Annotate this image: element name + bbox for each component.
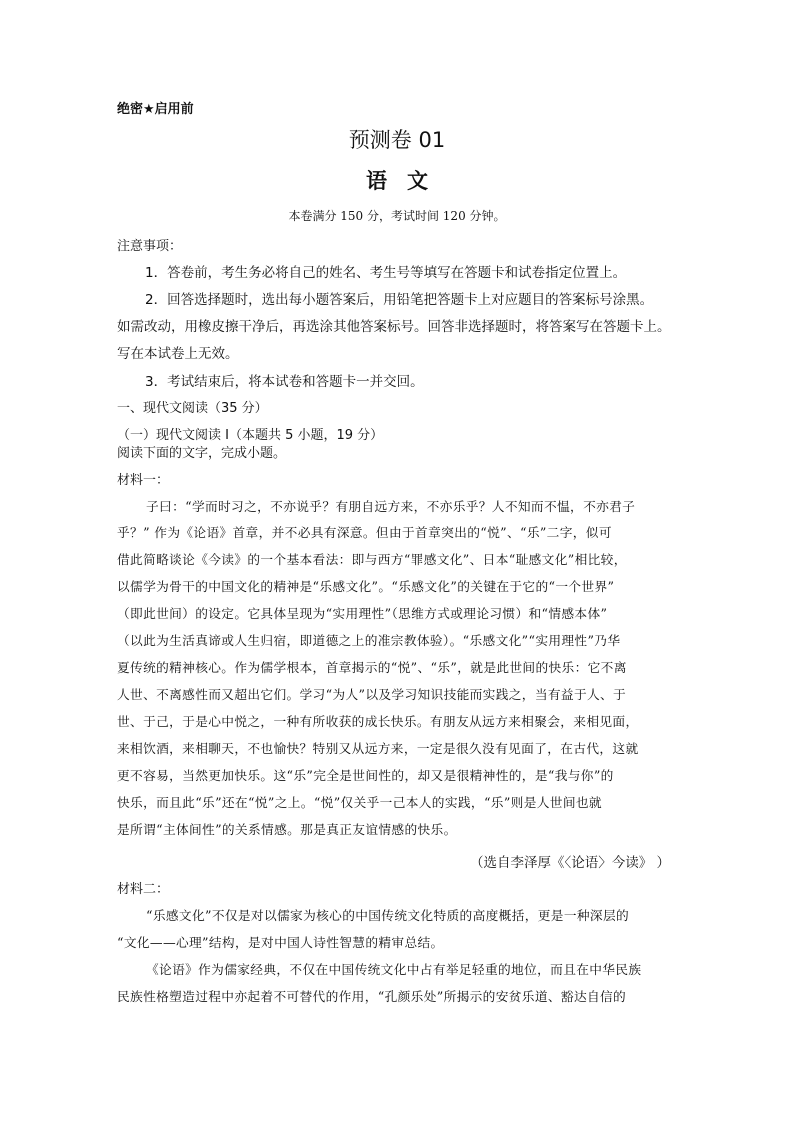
notice-line: 1．答卷前，考生务必将自己的姓名、考生号等填写在答题卡和试卷指定位置上。 xyxy=(145,265,627,281)
confidential-mark: 绝密★启用前 xyxy=(117,102,194,117)
material1-line: 来相饮酒，来相聊天，不也愉快？特别又从远方来，一定是很久没有见面了，在古代，这就 xyxy=(117,741,639,756)
instruction-text: 阅读下面的文字，完成小题。 xyxy=(117,446,287,461)
notice-line: 3．考试结束后，将本试卷和答题卡一并交回。 xyxy=(145,374,424,390)
notice-line: 2．回答选择题时，选出每小题答案后，用铅笔把答题卡上对应题目的答案标号涂黑。 xyxy=(145,292,654,308)
material1-line: 快乐，而且此“乐”还在“悦”之上。“悦”仅关乎一己本人的实践，“乐”则是人世间也就 xyxy=(117,795,602,810)
notice-heading: 注意事项： xyxy=(117,239,183,254)
material1-source: （选自李泽厚《〈论语〉今读》 ） xyxy=(469,855,670,871)
material1-line: 更不容易，当然更加快乐。这“乐”完全是世间性的，却又是很精神性的，是“我与你”的 xyxy=(117,768,614,783)
section-heading: 一、现代文阅读（35 分） xyxy=(117,401,268,416)
material1-label: 材料一： xyxy=(117,473,170,488)
material1-line: 是所谓“主体间性”的关系情感。那是真正友谊情感的快乐。 xyxy=(117,822,457,837)
material1-line: 人世、不离感性而又超出它们。学习“为人”以及学习知识技能而实践之，当有益于人、于 xyxy=(117,687,627,702)
material1-line: 乎？” 作为《论语》首章，并不必具有深意。但由于首章突出的“悦”、“乐”二字，似可 xyxy=(117,525,612,540)
material1-line: 夏传统的精神核心。作为儒学根本，首章揭示的“悦”、“乐”，就是此世间的快乐：它不离 xyxy=(117,660,627,675)
material2-line: 民族性格塑造过程中亦起着不可替代的作用，“孔颜乐处”所揭示的安贫乐道、豁达自信的 xyxy=(117,989,627,1004)
material2-label: 材料二： xyxy=(117,882,170,897)
material1-line: （即此世间）的设定。它具体呈现为“实用理性”（思维方式或理论习惯）和“情感本体” xyxy=(117,606,608,621)
material1-line: 借此简略谈论《今读》的一个基本看法：即与西方“罪感文化”、日本“耻感文化”相比较， xyxy=(117,552,627,567)
notice-line: 写在本试卷上无效。 xyxy=(117,346,239,362)
material2-line: “文化——心理”结构，是对中国人诗性智慧的精审总结。 xyxy=(117,935,444,950)
material2-line: “乐感文化”不仅是对以儒家为核心的中国传统文化特质的高度概括，更是一种深层的 xyxy=(146,908,630,923)
subject-title: 语文 xyxy=(366,169,448,193)
material1-line: 世、于己，于是心中悦之，一种有所收获的成长快乐。有朋友从远方来相聚会，来相见面， xyxy=(117,714,639,729)
material1-line: 子曰：“学而时习之，不亦说乎？有朋自远方来，不亦乐乎？人不知而不愠，不亦君子 xyxy=(146,499,636,514)
paper-title: 预测卷 01 xyxy=(348,128,446,152)
material1-line: （以此为生活真谛或人生归宿，即道德之上的准宗教体验）。“乐感文化”“实用理性”乃华 xyxy=(117,633,621,648)
material2-line: 《论语》作为儒家经典，不仅在中国传统文化中占有举足轻重的地位，而且在中华民族 xyxy=(146,962,642,977)
material1-line: 以儒学为骨干的中国文化的精神是“乐感文化”。“乐感文化”的关键在于它的“一个世界” xyxy=(117,579,615,594)
exam-meta: 本卷满分 150 分，考试时间 120 分钟。 xyxy=(288,209,506,223)
subsection-heading: （一）现代文阅读 I（本题共 5 小题，19 分） xyxy=(117,428,384,443)
notice-line: 如需改动，用橡皮擦干净后，再选涂其他答案标号。回答非选择题时，将答案写在答题卡上。 xyxy=(117,319,671,335)
